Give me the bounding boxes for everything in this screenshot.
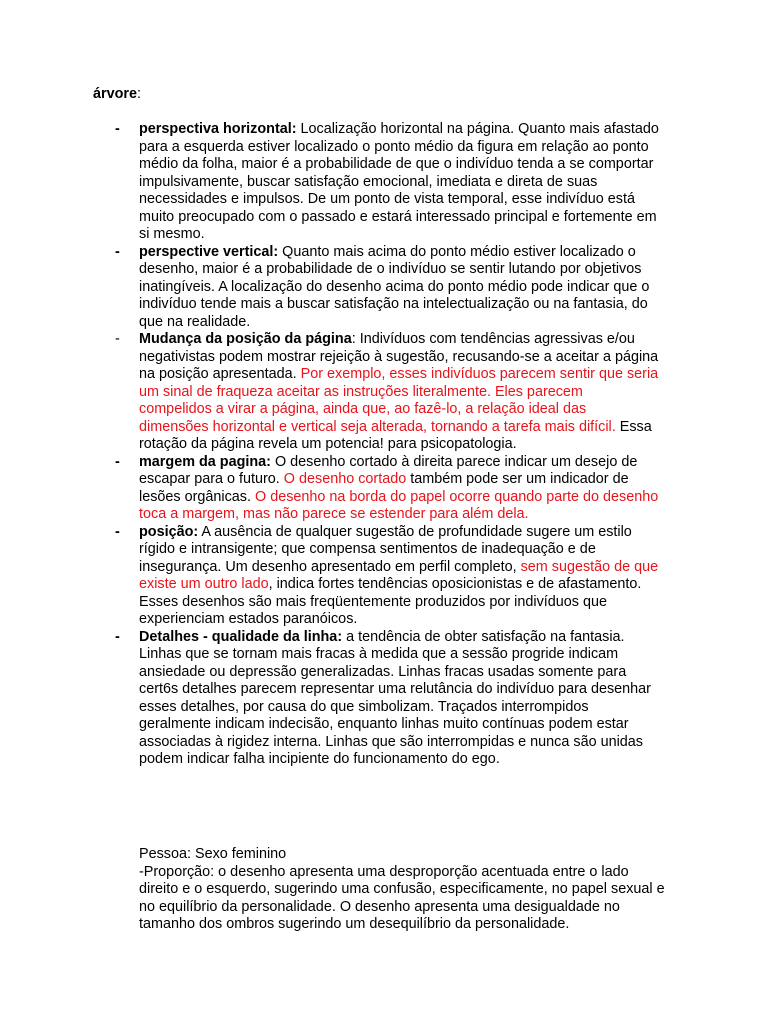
item-text: : Indivíduos com tendências agressivas e/ou negativistas podem mostrar rejeição à sugestão, recusando-se a aceitar a página na posição apresentada. xyxy=(139,331,659,382)
item-label: Mudança da posição da página xyxy=(139,331,352,347)
bullet-dash: - xyxy=(115,331,120,347)
item-text: , indica fortes tendências oposicionistas e de afastamento. Esses desenhos são mais freqüentemente produzidos por indivíduos que experienciam estados paranóicos. xyxy=(139,576,642,627)
list-item-posicao xyxy=(0,524,659,629)
item-label: perspectiva horizontal: xyxy=(139,121,297,137)
item-highlight-text: sem sugestão de que existe um outro lado xyxy=(139,558,659,592)
bullet-dash: - xyxy=(115,453,120,470)
list-item-mudanca-posicao xyxy=(0,331,659,454)
person-section xyxy=(139,846,669,934)
heading-colon: : xyxy=(137,86,142,102)
item-highlight-text: O desenho na borda do papel ocorre quando parte do desenho toca a margem, mas não parece se estender para além dela. xyxy=(139,488,659,522)
item-text: Quanto mais acima do ponto médio estiver localizado o desenho, maior é a probabilidade de o indivíduo se sentir lutando por objetivos inatingíveis. A localização do desenho acima do ponto médio pode indicar que o indivíduo tende mais a buscar satisfação na intelectualização ou na fantasia, do que na realidade. xyxy=(139,243,650,330)
heading-title: árvore xyxy=(93,86,138,102)
item-text: a tendência de obter satisfação na fantasia. Linhas que se tornam mais fracas à medida que a sessão progride indicam ansiedade ou depressão generalizadas. Linhas fracas usadas somente para cert6s detalhes parecem representar uma relutância do indivíduo para desenhar esses detalhes, por causa do que simbolizam. Traçados interrompidos geralmente indicam indecisão, enquanto linhas muito contínuas podem estar associadas à rigidez interna. Linhas que são interrompidas e nunca são unidas podem indicar falha incipiente do funcionamento do ego. xyxy=(139,628,651,767)
bullet-dash: - xyxy=(115,243,120,260)
section-heading xyxy=(93,86,141,104)
list-item-perspective-vertical xyxy=(0,244,659,332)
person-title: Pessoa: Sexo feminino xyxy=(139,846,287,862)
item-label: margem da pagina: xyxy=(139,453,271,470)
item-text: Localização horizontal na página. Quanto mais afastado para a esquerda estiver localizado o ponto médio da figura em relação ao ponto médio da folha, maior é a probabilidade de que o indivíduo tenda a se comportar impulsivamente, buscar satisfação emocional, imediata e direta de suas necessidades e impulsos. De um ponto de vista temporal, esse indivíduo está muito preocupado com o passado e estará interessado principal e fortemente em si mesmo. xyxy=(139,121,659,242)
item-label: posição: xyxy=(139,523,199,540)
item-highlight-text: O desenho cortado xyxy=(283,471,407,487)
person-paragraph: -Proporção: o desenho apresenta uma desproporção acentuada entre o lado direito e o esquerdo, sugerindo uma confusão, especificamente, no papel sexual e no equilíbrio da personalidade. O desenho apresenta uma desigualdade no tamanho dos ombros sugerindo um desequilíbrio da personalidade. xyxy=(139,863,665,932)
list-item-margem-pagina xyxy=(0,454,659,524)
item-text: Essa rotação da página revela um potencia! para psicopatologia. xyxy=(139,418,652,452)
item-text: A ausência de qualquer sugestão de profundidade sugere um estilo rígido e intransigente; que compensa sentimentos de inadequação e de insegurança. Um desenho apresentado em perfil completo, xyxy=(139,523,632,575)
list-item-detalhes-linha xyxy=(0,629,659,769)
item-label: Detalhes - qualidade da linha: xyxy=(139,628,343,645)
criteria-list xyxy=(0,121,768,769)
item-label: perspective vertical: xyxy=(139,243,279,260)
list-item-perspectiva-horizontal xyxy=(0,121,659,244)
item-text: também pode ser um indicador de lesões orgânicas. xyxy=(139,471,629,505)
bullet-dash: - xyxy=(115,121,120,137)
item-highlight-text: Por exemplo, esses indivíduos parecem sentir que seria um sinal de fraqueza aceitar as instruções literalmente. Eles parecem compelidos a virar a página, ainda que, ao fazê-lo, a relação ideal das dimensões horizontal e vertical seja alterada, tornando a tarefa mais difícil. xyxy=(139,366,659,435)
bullet-dash: - xyxy=(115,628,120,645)
bullet-dash: - xyxy=(115,523,120,540)
item-text: O desenho cortado à direita parece indicar um desejo de escapar para o futuro. xyxy=(139,453,638,487)
